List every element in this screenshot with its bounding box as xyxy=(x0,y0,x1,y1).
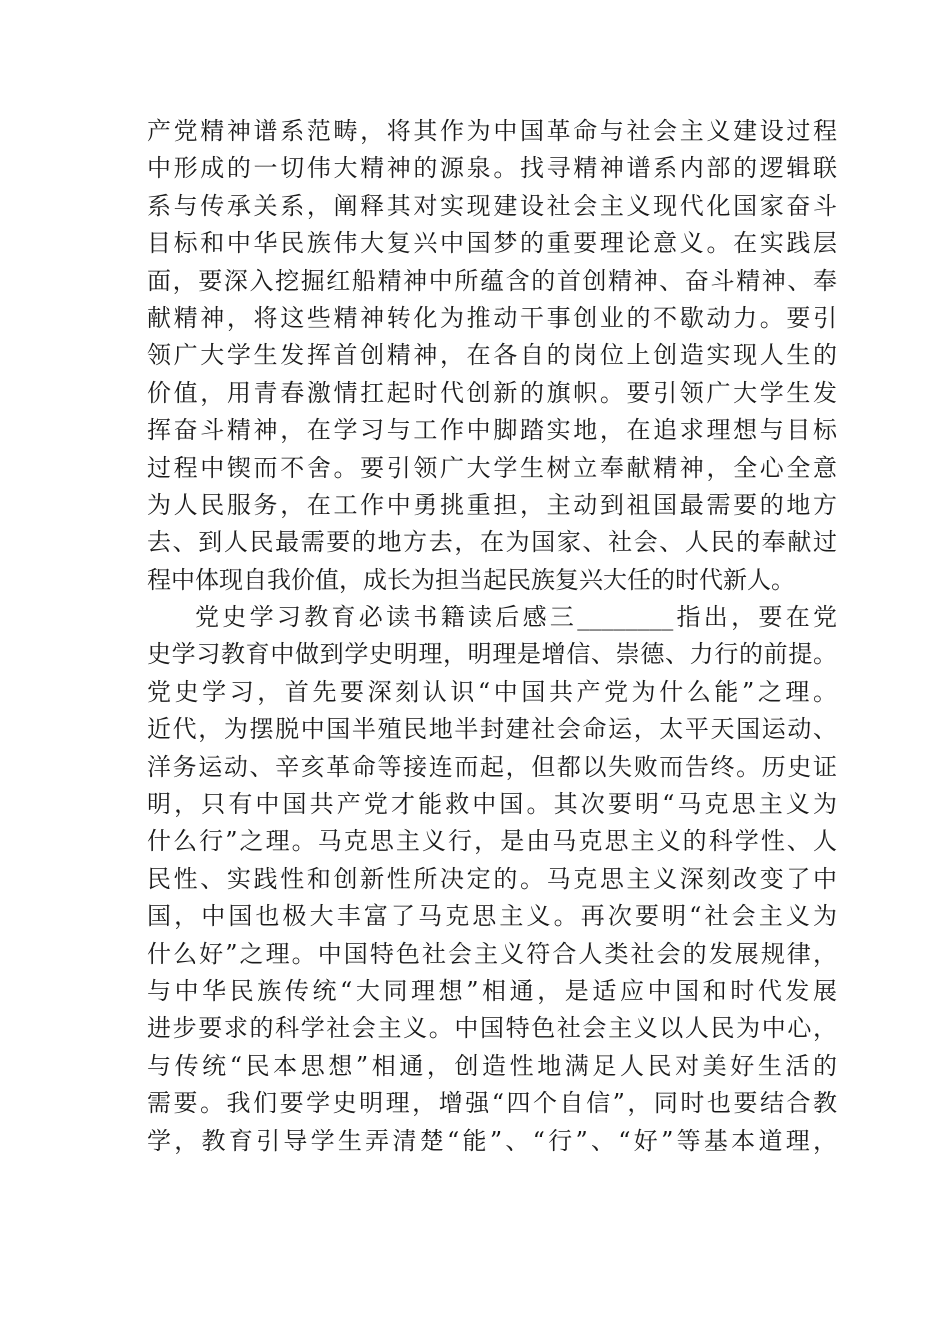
text-line: 什么好”之理。中国特色社会主义符合人类社会的发展规律， xyxy=(147,939,837,968)
text-line: 过程中锲而不舍。要引领广大学生树立奉献精神，全心全意 xyxy=(147,453,837,482)
text-line: 目标和中华民族伟大复兴中国梦的重要理论意义。在实践层 xyxy=(147,229,837,258)
text-line: 挥奋斗精神，在学习与工作中脚踏实地，在追求理想与目标 xyxy=(147,416,837,445)
text-line: 面，要深入挖掘红船精神中所蕴含的首创精神、奋斗精神、奉 xyxy=(147,266,837,295)
text-line: 程中体现自我价值，成长为担当起民族复兴大任的时代新人。 xyxy=(147,565,795,594)
text-line: 民性、实践性和创新性所决定的。马克思主义深刻改变了中 xyxy=(147,864,837,893)
text-line: 与传统“民本思想”相通，创造性地满足人民对美好生活的 xyxy=(147,1051,837,1080)
text-line: 价值，用青春激情扛起时代创新的旗帜。要引领广大学生发 xyxy=(147,378,837,407)
text-line: 党史学习教育必读书籍读后感三________指出，要在党 xyxy=(195,603,837,632)
text-line: 领广大学生发挥首创精神，在各自的岗位上创造实现人生的 xyxy=(147,341,837,370)
text-line: 党史学习，首先要深刻认识“中国共产党为什么能”之理。 xyxy=(147,677,837,706)
text-line: 献精神，将这些精神转化为推动干事创业的不歇动力。要引 xyxy=(147,303,837,332)
text-line: 近代，为摆脱中国半殖民地半封建社会命运，太平天国运动、 xyxy=(147,715,837,744)
text-line: 明，只有中国共产党才能救中国。其次要明“马克思主义为 xyxy=(147,790,837,819)
text-line: 去、到人民最需要的地方去，在为国家、社会、人民的奉献过 xyxy=(147,528,837,557)
text-line: 系与传承关系，阐释其对实现建设社会主义现代化国家奋斗 xyxy=(147,191,837,220)
text-line: 为人民服务，在工作中勇挑重担，主动到祖国最需要的地方 xyxy=(147,490,837,519)
text-line: 中形成的一切伟大精神的源泉。找寻精神谱系内部的逻辑联 xyxy=(147,154,837,183)
document-body xyxy=(147,113,837,1160)
paragraph-2 xyxy=(147,599,837,1160)
text-line: 学，教育引导学生弄清楚“能”、“行”、“好”等基本道理， xyxy=(147,1126,837,1155)
paragraph-1 xyxy=(147,113,837,599)
text-line: 什么行”之理。马克思主义行，是由马克思主义的科学性、人 xyxy=(147,827,837,856)
text-line: 与中华民族传统“大同理想”相通，是适应中国和时代发展 xyxy=(147,976,837,1005)
text-line: 需要。我们要学史明理，增强“四个自信”，同时也要结合教 xyxy=(147,1089,837,1118)
text-line: 产党精神谱系范畴，将其作为中国革命与社会主义建设过程 xyxy=(147,117,837,145)
text-line: 史学习教育中做到学史明理，明理是增信、崇德、力行的前提。 xyxy=(147,640,837,669)
text-line: 洋务运动、辛亥革命等接连而起，但都以失败而告终。历史证 xyxy=(147,752,837,781)
text-line: 进步要求的科学社会主义。中国特色社会主义以人民为中心， xyxy=(147,1014,837,1043)
text-line: 国，中国也极大丰富了马克思主义。再次要明“社会主义为 xyxy=(147,902,837,931)
